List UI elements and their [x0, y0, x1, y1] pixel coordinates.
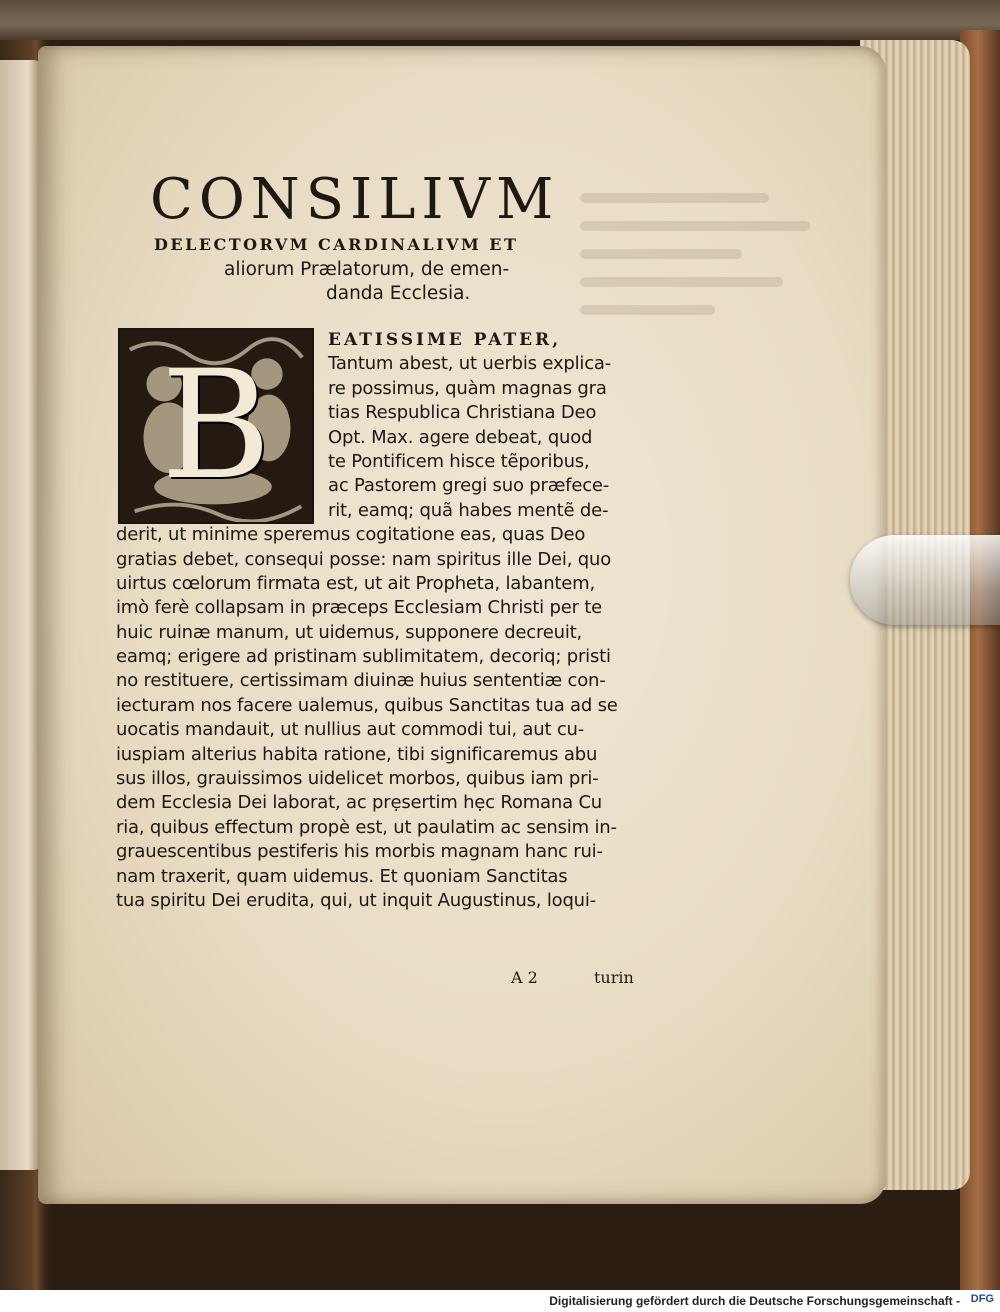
- text-lines: [116, 328, 661, 913]
- catchword: turin: [594, 968, 634, 987]
- text-line: uocatis mandauit, ut nullius aut commodi tui, aut cu-: [116, 719, 585, 741]
- page-clip: [850, 535, 1000, 625]
- dfg-logo: DFG: [970, 1293, 994, 1305]
- text-line: Tantum abest, ut uerbis explica-: [328, 353, 612, 375]
- signature-mark: A 2: [511, 968, 538, 987]
- text-line: tua spiritu Dei erudita, qui, ut inquit Augustinus, loqui-: [116, 889, 596, 911]
- page-subtitle: DELECTORVM CARDINALIVM ET: [154, 235, 519, 254]
- text-line: tias Respublica Christiana Deo: [328, 402, 597, 424]
- text-line: rit, eamq; quã habes mentẽ de-: [328, 499, 609, 521]
- text-line: grauescentibus pestiferis his morbis magnam hanc rui-: [116, 841, 603, 863]
- text-line: ac Pastorem gregi suo præfece-: [328, 475, 610, 497]
- text-line: iuspiam alterius habita ratione, tibi significaremus abu: [116, 743, 598, 765]
- text-line: huic ruinæ manum, ut uidemus, supponere decreuit,: [116, 621, 583, 643]
- text-line: uirtus cœlorum firmata est, ut ait Propheta, labantem,: [116, 572, 595, 594]
- text-line: eamq; erigere ad pristinam sublimitatem, decoriq; pristi: [116, 646, 611, 668]
- printed-text-block: [116, 168, 656, 994]
- page-footer-marks: [116, 968, 656, 994]
- funding-text: Digitalisierung gefördert durch die Deutsche Forschungsgemeinschaft -: [549, 1294, 960, 1308]
- initial-letter: B: [160, 339, 272, 513]
- body-text: [116, 328, 656, 968]
- funding-footer: [0, 1290, 1000, 1312]
- text-line: Opt. Max. agere debeat, quod: [328, 426, 593, 448]
- text-line: EATISSIME PATER,: [328, 330, 562, 350]
- text-line: no restituere, certissimam diuinæ huius sententiæ con-: [116, 670, 606, 692]
- subtitle-line-2: aliorum Prælatorum, de emen-: [224, 259, 510, 280]
- text-line: iecturam nos facere ualemus, quibus Sanctitas tua ad se: [116, 694, 618, 716]
- page-title: CONSILIVM: [150, 167, 560, 232]
- text-line: re possimus, quàm magnas gra: [328, 377, 607, 399]
- facing-page-edge: [0, 60, 40, 1170]
- subtitle-line-3: danda Ecclesia.: [326, 283, 471, 304]
- text-line: dem Ecclesia Dei laborat, ac prẹsertim hẹc Romana Cu: [116, 792, 603, 814]
- text-line: sus illos, grauissimos uidelicet morbos, quibus iam pri-: [116, 768, 599, 790]
- text-line: ria, quibus effectum propè est, ut paulatim ac sensim in-: [116, 816, 617, 838]
- text-line: imò ferè collapsam in præceps Ecclesiam Christi per te: [116, 597, 603, 619]
- text-line: te Pontificem hisce tẽporibus,: [328, 450, 590, 472]
- text-line: nam traxerit, quam uidemus. Et quoniam Sanctitas: [116, 865, 568, 887]
- book-cover-top: [0, 0, 1000, 40]
- text-line: derit, ut minime speremus cogitatione eas, quas Deo: [116, 524, 586, 546]
- text-line: gratias debet, consequi posse: nam spiritus ille Dei, quo: [116, 548, 612, 570]
